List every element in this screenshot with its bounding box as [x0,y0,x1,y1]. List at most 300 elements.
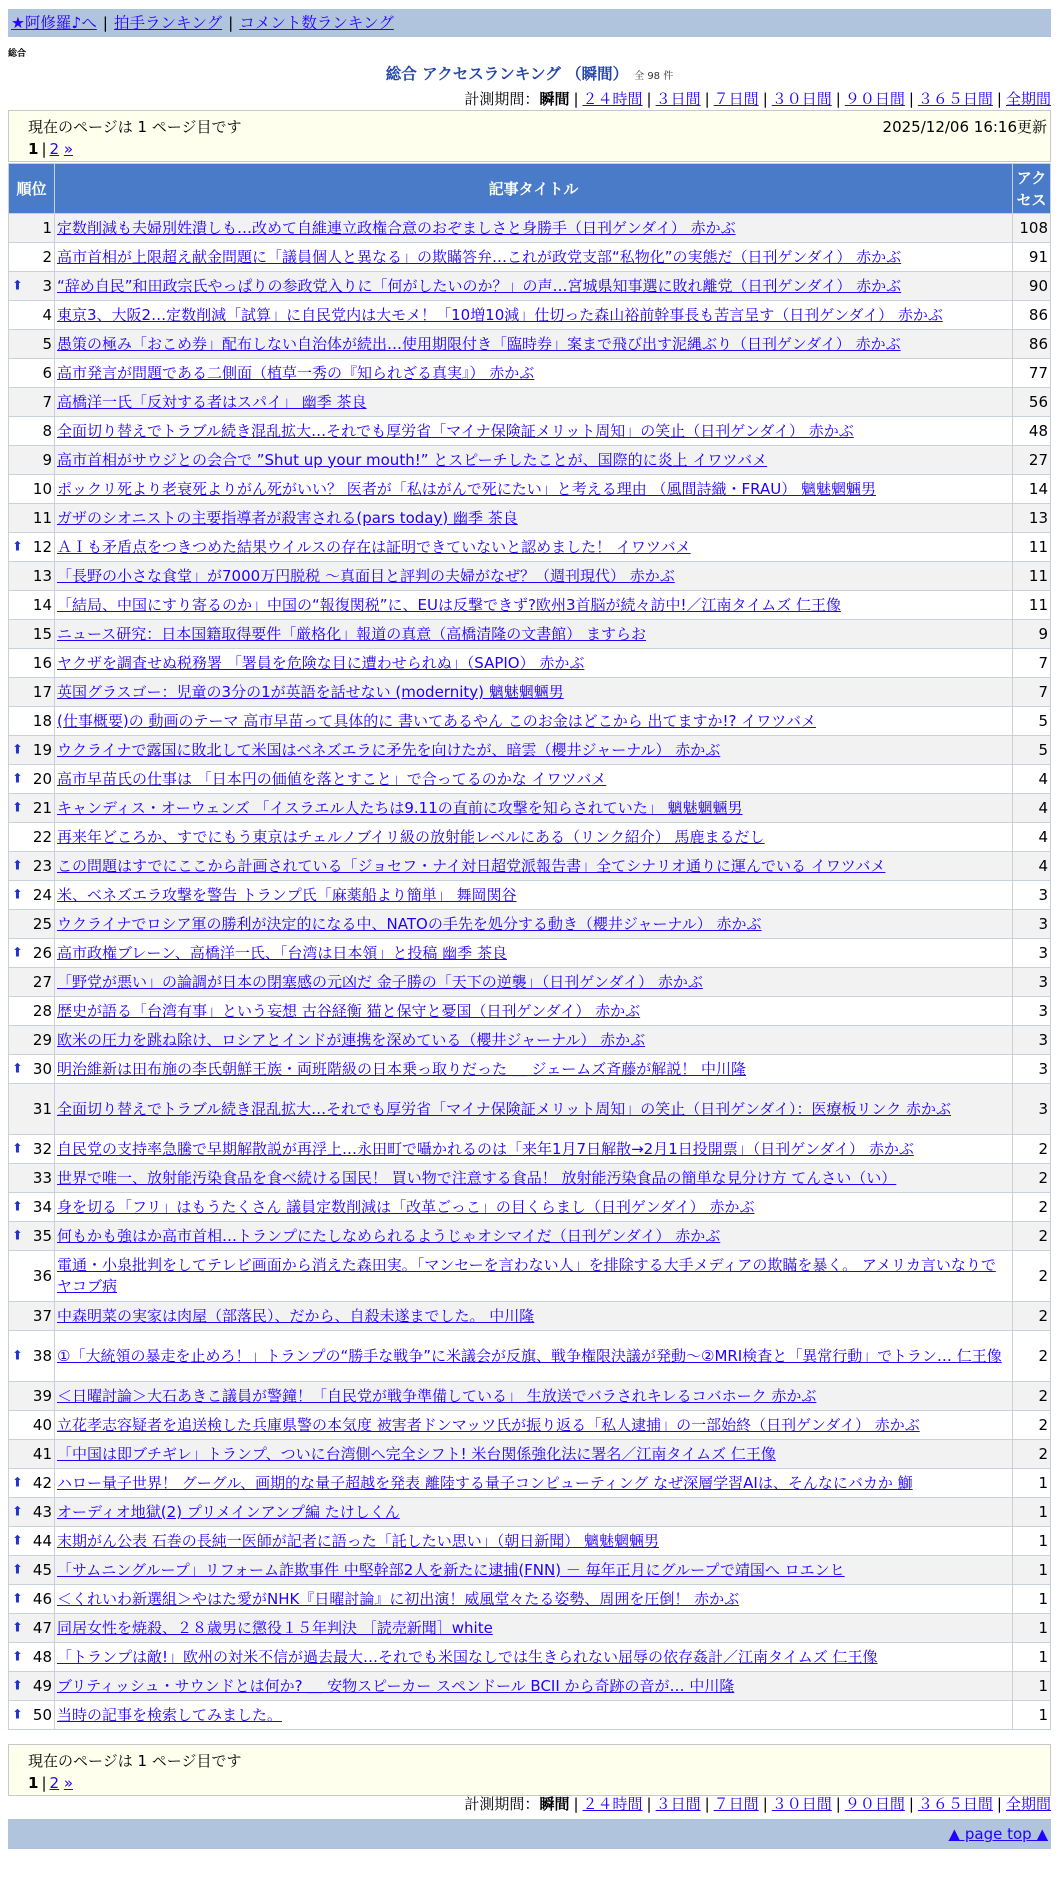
title-cell [55,1556,1013,1585]
access-count: 2 [1013,1193,1051,1222]
access-count: 2 [1013,1164,1051,1193]
rank-cell [9,1498,55,1527]
access-count: 7 [1013,649,1051,678]
title-cell [55,1382,1013,1411]
table-row [9,1556,1051,1585]
rank-cell [9,910,55,939]
rank-up-arrow-icon: ⬆ [12,1141,23,1157]
table-row [9,446,1051,475]
access-count: 3 [1013,997,1051,1026]
rank-cell [9,620,55,649]
access-count: 4 [1013,765,1051,794]
access-count: 56 [1013,388,1051,417]
current-page-text: 現在のページは 1 ページ目です [28,1752,242,1770]
article-title-link[interactable]: キャンディス・オーウェンズ 「イスラエル人たちは9.11の直前に攻撃を知らされていた」 魑魅魍魎男 [57,798,743,817]
rank-number: 36 [32,1266,52,1285]
period-option-link[interactable]: ２４時間 [582,90,643,108]
title-cell [55,852,1013,881]
rank-cell [9,475,55,504]
title-cell [55,475,1013,504]
title-cell [55,794,1013,823]
rank-number: 25 [32,914,52,933]
category-label: 総合 [8,49,27,59]
period-option-link[interactable]: ９０日間 [844,1795,905,1813]
table-row [9,968,1051,997]
rank-cell [9,1556,55,1585]
rank-number: 17 [32,682,52,701]
article-title-link[interactable]: 明治維新は田布施の李氏朝鮮王族・両班階級の日本乗っ取りだった ＿ ジェームズ斉藤が解説！ 中川隆 [57,1059,747,1078]
rank-up-arrow-icon: ⬆ [12,1649,23,1665]
rank-number: 5 [42,334,52,353]
table-row [9,504,1051,533]
period-option-link[interactable]: ９０日間 [844,90,905,108]
rank-number: 40 [32,1415,52,1434]
rank-number: 20 [32,769,52,788]
period-separator: | [704,1795,710,1813]
article-title-link[interactable]: 「野党が悪い」の論調が日本の閉塞感の元凶だ 金子勝の「天下の逆襲」（日刊ゲンダイ） 赤かぶ [57,972,703,991]
period-option-link[interactable]: ３６５日間 [917,90,993,108]
rank-up-arrow-icon: ⬆ [12,1348,23,1364]
pager-separator: | [41,1774,47,1792]
rank-cell [9,417,55,446]
pager [28,1774,73,1792]
article-title-link[interactable]: 高市首相がサウジとの会合で ”Shut up your mouth!” とスピーチしたことが、国際的に炎上 イワツバメ [57,450,768,469]
rank-number: 8 [42,421,52,440]
article-title-link[interactable]: 全面切り替えでトラブル続き混乱拡大…それでも厚労省「マイナ保険証メリット周知」の笑止（日刊ゲンダイ） 赤かぶ [57,421,854,440]
rank-number: 4 [42,305,52,324]
rank-up-arrow-icon: ⬆ [12,1475,23,1491]
rank-number: 9 [42,450,52,469]
rank-number: 29 [32,1030,52,1049]
rank-number: 24 [32,885,52,904]
rank-cell [9,533,55,562]
access-count: 4 [1013,852,1051,881]
table-row [9,1440,1051,1469]
article-title-link[interactable]: (仕事概要)の 動画のテーマ 高市早苗って具体的に 書いてあるやん このお金はどこから 出てますか!? イワツバメ [57,711,816,730]
article-title-link[interactable]: 当時の記事を検索してみました。 [57,1705,283,1724]
rank-cell [9,1643,55,1672]
table-row [9,1302,1051,1331]
access-count: 2 [1013,1440,1051,1469]
column-header-access: アクセス [1013,164,1051,214]
article-title-link[interactable]: ＜日曜討論＞大石あきこ議員が警鐘！「自民党が戦争準備している」 生放送でバラされキレるコバホーク 赤かぶ [57,1386,817,1405]
title-cell [55,939,1013,968]
pager [28,140,73,158]
rank-cell [9,359,55,388]
period-option-link[interactable]: ３０日間 [771,90,832,108]
rank-number: 35 [32,1226,52,1245]
table-row [9,1135,1051,1164]
rank-number: 2 [42,247,52,266]
rank-cell [9,243,55,272]
article-title-link[interactable]: ①「大統領の暴走を止めろ！」トランプの“勝手な戦争”に米議会が反旗、戦争権限決議が発動～②MRI検査と「異常行動」でトラン… 仁王像 [57,1346,1002,1365]
access-count: 3 [1013,1055,1051,1084]
rank-cell [9,736,55,765]
rank-cell [9,1440,55,1469]
rank-up-arrow-icon: ⬆ [12,1707,23,1723]
updated-timestamp: 2025/12/06 16:16更新 [882,118,1047,136]
article-title-link[interactable]: 世界で唯一、放射能汚染食品を食べ続ける国民！ 買い物で注意する食品！ 放射能汚染食品の簡単な見分け方 てんさい（い） [57,1168,897,1187]
access-count: 3 [1013,1084,1051,1135]
page-1-current: 1 [28,140,39,158]
table-row [9,1672,1051,1701]
period-separator: | [762,90,768,108]
article-title-link[interactable]: オーディオ地獄(2) プリメインアンプ編 たけしくん [57,1502,400,1521]
article-title-link[interactable]: 米、ベネズエラ攻撃を警告 トランプ氏「麻薬船より簡単」 舞岡関谷 [57,885,517,904]
home-link[interactable]: ★阿修羅♪へ [11,14,97,32]
article-title-link[interactable]: 末期がん公表 石巻の長純一医師が記者に語った「託したい思い」（朝日新聞） 魑魅魍魎男 [57,1531,660,1550]
access-count: 1 [1013,1643,1051,1672]
rank-cell [9,1382,55,1411]
article-title-link[interactable]: “辞め自民”和田政宗氏やっぱりの参政党入りに「何がしたいのか？」の声…宮城県知事選に敗れ離党（日刊ゲンダイ） 赤かぶ [57,276,902,295]
access-count: 2 [1013,1382,1051,1411]
applause-ranking-link[interactable]: 拍手ランキング [114,14,223,32]
table-row [9,910,1051,939]
article-title-link[interactable]: ウクライナでロシア軍の勝利が決定的になる中、NATOの手先を処分する動き（櫻井ジャーナル） 赤かぶ [57,914,762,933]
article-title-link[interactable]: この問題はすでにここから計画されている「ジョセフ・ナイ対日超党派報告書」全てシナリオ通りに運んでいる イワツバメ [57,856,886,875]
access-count: 27 [1013,446,1051,475]
rank-cell [9,1585,55,1614]
access-count: 2 [1013,1222,1051,1251]
table-row [9,620,1051,649]
period-selector-bottom [464,1793,1051,1814]
article-title-link[interactable]: ＡＩも矛盾点をつきつめた結果ウイルスの存在は証明できていないと認めました！ イワツバメ [57,537,691,556]
rank-cell [9,649,55,678]
article-title-link[interactable]: 何もかも強はか高市首相…トランプにたしなめられるようじゃオシマイだ（日刊ゲンダイ） 赤かぶ [57,1226,721,1245]
access-count: 1 [1013,1527,1051,1556]
title-cell [55,1193,1013,1222]
rank-up-arrow-icon: ⬆ [12,800,23,816]
next-page-link[interactable]: » [63,140,74,158]
period-separator: | [908,1795,914,1813]
article-title-link[interactable]: 高市早苗氏の仕事は 「日本円の価値を落とすこと」で合ってるのかな イワツバメ [57,769,607,788]
title-cell [55,1498,1013,1527]
access-count: 1 [1013,1498,1051,1527]
rank-up-arrow-icon: ⬆ [12,1678,23,1694]
table-row [9,388,1051,417]
rank-up-arrow-icon: ⬆ [12,771,23,787]
article-title-link[interactable]: 「長野の小さな食堂」が7000万円脱税 ～真面目と評判の夫婦がなぜ？（週刊現代） 赤かぶ [57,566,675,585]
rank-number: 22 [32,827,52,846]
rank-number: 43 [32,1502,52,1521]
title-cell [55,330,1013,359]
rank-cell [9,1251,55,1302]
rank-number: 15 [32,624,52,643]
access-count: 86 [1013,330,1051,359]
title-cell [55,997,1013,1026]
article-title-link[interactable]: 身を切る「フリ」はもうたくさん 議員定数削減は「改革ごっこ」の目くらまし（日刊ゲンダイ） 赤かぶ [57,1197,755,1216]
article-title-link[interactable]: 高橋洋一氏「反対する者はスパイ」 幽季 茶良 [57,392,367,411]
access-count: 11 [1013,533,1051,562]
rank-cell [9,591,55,620]
access-count: 7 [1013,678,1051,707]
rank-number: 46 [32,1589,52,1608]
period-option-link[interactable]: 全期間 [1005,1795,1051,1813]
rank-cell [9,1055,55,1084]
rank-number: 12 [32,537,52,556]
access-count: 1 [1013,1614,1051,1643]
access-count: 77 [1013,359,1051,388]
rank-number: 47 [32,1618,52,1637]
rank-number: 14 [32,595,52,614]
rank-number: 37 [32,1306,52,1325]
title-cell [55,1251,1013,1302]
rank-number: 28 [32,1001,52,1020]
article-title-link[interactable]: 「中国は即ブチギレ」トランプ、ついに台湾側へ完全シフト! 米台関係強化法に署名／江南タイムズ 仁王像 [57,1444,776,1463]
title-cell [55,533,1013,562]
total-count: 全 98 件 [634,71,674,82]
rank-up-arrow-icon: ⬆ [12,1199,23,1215]
table-row [9,678,1051,707]
rank-cell [9,446,55,475]
nav-separator: | [228,14,234,32]
table-row [9,272,1051,301]
column-header-title: 記事タイトル [55,164,1013,214]
rank-cell [9,1331,55,1382]
table-row [9,794,1051,823]
rank-number: 33 [32,1168,52,1187]
article-title-link[interactable]: 愚策の極み「おこめ券」配布しない自治体が続出…使用期限付き「臨時券」案まで飛び出す泥縄ぶり（日刊ゲンダイ） 赤かぶ [57,334,901,353]
title-cell [55,620,1013,649]
rank-number: 7 [42,392,52,411]
article-title-link[interactable]: 高市政権ブレーン、高橋洋一氏、「台湾は日本領」と投稿 幽季 茶良 [57,943,507,962]
rank-cell [9,214,55,243]
article-title-link[interactable]: ハロー量子世界！ グーグル、画期的な量子超越を発表 離陸する量子コンピューティング なぜ深層学習AIは、そんなにバカか 鰤 [57,1473,913,1492]
article-title-link[interactable]: 同居女性を焼殺、２８歳男に懲役１５年判決 ［読売新聞］white [57,1618,493,1637]
title-cell [55,1643,1013,1672]
next-page-link[interactable]: » [63,1774,74,1792]
page-info-bottom [8,1744,1051,1796]
table-row [9,533,1051,562]
table-row [9,1498,1051,1527]
rank-cell [9,1135,55,1164]
title-cell [55,1026,1013,1055]
article-title-link[interactable]: 電通・小泉批判をしてテレビ画面から消えた森田実。「マンセーを言わない人」を排除する大手メディアの欺瞞を暴く。 アメリカ言いなりでヤコブ病 [57,1256,996,1295]
rank-cell [9,823,55,852]
rank-up-arrow-icon: ⬆ [12,1620,23,1636]
title-cell [55,1331,1013,1382]
article-title-link[interactable]: ヤクザを調査せぬ税務署 「署員を危険な目に遭わせられぬ」（SAPIO） 赤かぶ [57,653,585,672]
table-row [9,214,1051,243]
rank-number: 31 [32,1099,52,1118]
rank-cell [9,301,55,330]
period-option-link[interactable]: ７日間 [713,1795,759,1813]
table-row [9,1527,1051,1556]
period-option-link[interactable]: ３日間 [655,1795,701,1813]
period-option-link[interactable]: ３０日間 [771,1795,832,1813]
rank-up-arrow-icon: ⬆ [12,1562,23,1578]
period-separator: | [835,90,841,108]
article-title-link[interactable]: 自民党の支持率急騰で早期解散説が再浮上…永田町で囁かれるのは「来年1月7日解散→2月1日投開票」（日刊ゲンダイ） 赤かぶ [57,1139,914,1158]
article-title-link[interactable]: 中森明菜の実家は肉屋（部落民）、だから、自殺未遂までした。 中川隆 [57,1306,535,1325]
rank-number: 18 [32,711,52,730]
article-title-link[interactable]: 歴史が語る「台湾有事」という妄想 古谷経衡 猫と保守と憂国（日刊ゲンダイ） 赤かぶ [57,1001,641,1020]
current-page-text: 現在のページは 1 ページ目です [28,118,242,136]
article-title-link[interactable]: 立花孝志容疑者を追送検した兵庫県警の本気度 被害者ドンマッツ氏が振り返る「私人逮捕」の一部始終（日刊ゲンダイ） 赤かぶ [57,1415,920,1434]
access-count: 1 [1013,1701,1051,1730]
table-row [9,1055,1051,1084]
rank-cell [9,1469,55,1498]
rank-number: 45 [32,1560,52,1579]
title-cell [55,1672,1013,1701]
table-row [9,765,1051,794]
title-cell [55,417,1013,446]
access-count: 9 [1013,620,1051,649]
article-title-link[interactable]: ニュース研究：日本国籍取得要件「厳格化」報道の真意（高橋清隆の文書館） ますらお [57,624,647,643]
article-title-link[interactable]: 全面切り替えでトラブル続き混乱拡大…それでも厚労省「マイナ保険証メリット周知」の笑止（日刊ゲンダイ）：医療板リンク 赤かぶ [57,1099,951,1118]
access-count: 3 [1013,939,1051,968]
article-title-link[interactable]: ガザのシオニストの主要指導者が殺害される(pars today) 幽季 茶良 [57,508,518,527]
column-header-rank: 順位 [9,164,55,214]
nav-separator: | [102,14,109,32]
table-row [9,1585,1051,1614]
table-row [9,1331,1051,1382]
table-row [9,1382,1051,1411]
title-cell [55,1084,1013,1135]
access-count: 1 [1013,1585,1051,1614]
article-title-link[interactable]: 英国グラスゴー：児童の3分の1が英語を話せない (modernity) 魑魅魍魎男 [57,682,564,701]
article-title-link[interactable]: 「トランプは敵!」欧州の対米不信が過去最大…それでも米国なしでは生きられない屈辱の依存姦計／江南タイムズ 仁王像 [57,1647,878,1666]
rank-number: 39 [32,1386,52,1405]
rank-up-arrow-icon: ⬆ [12,858,23,874]
rank-cell [9,1701,55,1730]
period-option-link[interactable]: 全期間 [1005,90,1051,108]
article-title-link[interactable]: 「結局、中国にすり寄るのか」中国の“報復関税”に、EUは反撃できず?欧州3首脳が続々訪中!／江南タイムズ 仁王像 [57,595,841,614]
access-count: 90 [1013,272,1051,301]
title-cell [55,359,1013,388]
access-count: 3 [1013,968,1051,997]
table-row [9,823,1051,852]
period-selector-top [464,88,1051,109]
rank-number: 41 [32,1444,52,1463]
access-count: 3 [1013,1026,1051,1055]
access-count: 11 [1013,591,1051,620]
access-count: 5 [1013,736,1051,765]
period-separator: | [996,1795,1002,1813]
rank-cell [9,794,55,823]
rank-number: 16 [32,653,52,672]
title-cell [55,562,1013,591]
ranking-body [9,214,1051,1730]
article-title-link[interactable]: 「サムニングループ」リフォーム詐欺事件 中堅幹部2人を新たに逮捕(FNN) － 毎年正月にグループで靖国へ ロエンヒ [57,1560,845,1579]
table-row [9,1469,1051,1498]
footer-bar [8,1819,1051,1849]
table-row [9,881,1051,910]
title-cell [55,1135,1013,1164]
rank-number: 26 [32,943,52,962]
rank-up-arrow-icon: ⬆ [12,945,23,961]
title-cell [55,504,1013,533]
title-cell [55,678,1013,707]
title-cell [55,1055,1013,1084]
rank-cell [9,1527,55,1556]
article-title-link[interactable]: 定数削減も夫婦別姓潰しも…改めて自維連立政権合意のおぞましさと身勝手（日刊ゲンダイ） 赤かぶ [57,218,736,237]
rank-cell [9,939,55,968]
period-option-link[interactable]: ３日間 [655,90,701,108]
page-2-link[interactable]: 2 [49,140,60,158]
rank-cell [9,1222,55,1251]
rank-cell [9,330,55,359]
table-row [9,1026,1051,1055]
rank-number: 23 [32,856,52,875]
page-2-link[interactable]: 2 [49,1774,60,1792]
period-option-link[interactable]: ７日間 [713,90,759,108]
rank-number: 11 [32,508,52,527]
title-cell [55,1411,1013,1440]
article-title-link[interactable]: ブリティッシュ・サウンドとは何か? ＿ 安物スピーカー スペンドール BCII から奇跡の音が… 中川隆 [57,1676,735,1695]
article-title-link[interactable]: 高市首相が上限超え献金問題に「議員個人と異なる」の欺瞞答弁…これが政党支部“私物化”の実態だ（日刊ゲンダイ） 赤かぶ [57,247,902,266]
rank-number: 48 [32,1647,52,1666]
table-row [9,997,1051,1026]
title-cell [55,446,1013,475]
table-row [9,475,1051,504]
rank-cell [9,1302,55,1331]
rank-cell [9,852,55,881]
title-cell [55,1222,1013,1251]
article-title-link[interactable]: ウクライナで露国に敗北して米国はベネズエラに矛先を向けたが、暗雲（櫻井ジャーナル） 赤かぶ [57,740,721,759]
access-count: 11 [1013,562,1051,591]
title-cell [55,591,1013,620]
title-cell [55,823,1013,852]
comment-ranking-link[interactable]: コメント数ランキング [239,14,394,32]
period-option-link[interactable]: ２４時間 [582,1795,643,1813]
title-cell [55,968,1013,997]
title-cell [55,1440,1013,1469]
period-separator: | [996,90,1002,108]
rank-number: 13 [32,566,52,585]
period-label: 計測期間： [464,90,540,108]
rank-cell [9,997,55,1026]
access-count: 1 [1013,1469,1051,1498]
rank-cell [9,765,55,794]
rank-number: 10 [32,479,52,498]
article-title-link[interactable]: ポックリ死より老衰死よりがん死がいい？ 医者が「私はがんで死にたい」と考える理由 （風間詩織・FRAU） 魑魅魍魎男 [57,479,876,498]
access-count: 3 [1013,881,1051,910]
rank-up-arrow-icon: ⬆ [12,1504,23,1520]
period-separator: | [762,1795,768,1813]
title-cell [55,765,1013,794]
page-top-link[interactable]: ▲ page top ▲ [948,1825,1048,1843]
title-cell [55,1469,1013,1498]
rank-number: 34 [32,1197,52,1216]
article-title-link[interactable]: 欧米の圧力を跳ね除け、ロシアとインドが連携を深めている（櫻井ジャーナル） 赤かぶ [57,1030,646,1049]
period-separator: | [646,90,652,108]
rank-number: 3 [42,276,52,295]
period-option-link[interactable]: ３６５日間 [917,1795,993,1813]
period-separator: | [908,90,914,108]
article-title-link[interactable]: ＜くれいわ新選組＞やはた愛がNHK『日曜討論』に初出演！威風堂々たる姿勢、周囲を圧倒！ 赤かぶ [57,1589,740,1608]
article-title-link[interactable]: 再来年どころか、すでにもう東京はチェルノブイリ級の放射能レベルにある（リンク紹介） 馬鹿まるだし [57,827,765,846]
table-row [9,1411,1051,1440]
table-row [9,301,1051,330]
access-count: 5 [1013,707,1051,736]
table-row [9,707,1051,736]
title-cell [55,736,1013,765]
rank-cell [9,388,55,417]
title-cell [55,649,1013,678]
rank-cell [9,1026,55,1055]
title-cell [55,301,1013,330]
title-cell [55,1701,1013,1730]
access-count: 2 [1013,1302,1051,1331]
table-row [9,1614,1051,1643]
table-row [9,243,1051,272]
rank-up-arrow-icon: ⬆ [12,1533,23,1549]
article-title-link[interactable]: 東京3、大阪2…定数削減「試算」に自民党内は大モメ！「10増10減」仕切った森山裕前幹事長も苦言呈す（日刊ゲンダイ） 赤かぶ [57,305,943,324]
table-row [9,1164,1051,1193]
rank-number: 42 [32,1473,52,1492]
article-title-link[interactable]: 高市発言が問題である二側面（植草一秀の『知られざる真実』） 赤かぶ [57,363,535,382]
